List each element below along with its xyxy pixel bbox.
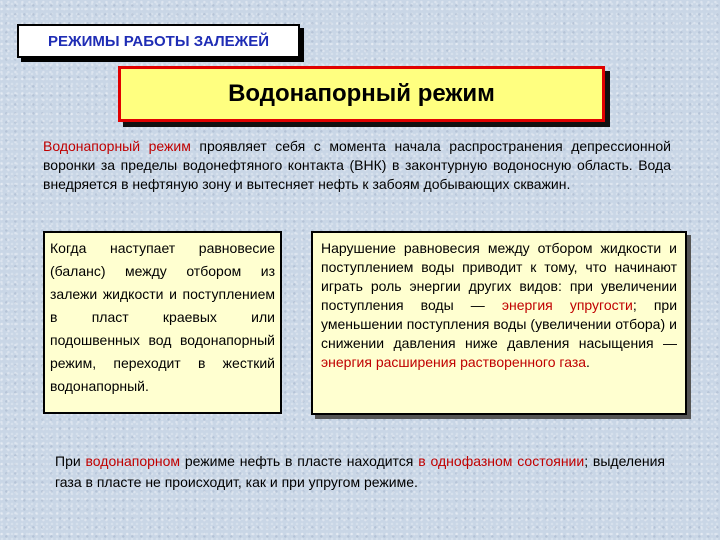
- disequilibrium-text-2: ; при уменьшении поступления воды (увеличении отбора) и снижении давления ниже давления насыщения —: [321, 297, 678, 351]
- footer-text-3: ; выделения газа в пласте не происходит, как и при упругом режиме.: [55, 453, 666, 490]
- footer-text-1: При: [55, 453, 86, 469]
- disequilibrium-box: [311, 231, 687, 415]
- elastic-energy-highlight: энергия упругости: [501, 297, 633, 313]
- disequilibrium-text-1: Нарушение равновесия между отбором жидкости и поступлением воды приводит к тому, что начинают играть роль энергии других видов: при увеличении поступления воды —: [321, 240, 677, 313]
- equilibrium-box: [43, 231, 282, 414]
- single-phase-highlight: в однофазном состоянии: [418, 453, 585, 469]
- disequilibrium-text-3: .: [586, 354, 590, 370]
- footer-paragraph: [55, 451, 665, 493]
- intro-text: проявляет себя с момента начала распространения депрессионной воронки за пределы водонефтяного контакта (ВНК) в законтурную водоносную область. Вода внедряется в нефтяную зону и вытесняет нефть к забоям добывающих скважин.: [43, 138, 671, 192]
- water-drive-highlight: водонапорном: [85, 453, 181, 469]
- gas-expansion-energy-highlight: энергия расширения растворенного газа: [321, 354, 587, 370]
- intro-paragraph: [43, 137, 671, 194]
- section-header-label: РЕЖИМЫ РАБОТЫ ЗАЛЕЖЕЙ: [17, 24, 300, 58]
- slide-title: Водонапорный режим: [118, 66, 605, 122]
- intro-term: Водонапорный режим: [43, 138, 191, 154]
- footer-text-2: режиме нефть в пласте находится: [180, 453, 419, 469]
- equilibrium-text: Когда наступает равновесие (баланс) между отбором из залежи жидкости и поступлением в пласт краевых или подошвенных вод водонапорный режим, переходит в жесткий водонапорный.: [50, 240, 275, 394]
